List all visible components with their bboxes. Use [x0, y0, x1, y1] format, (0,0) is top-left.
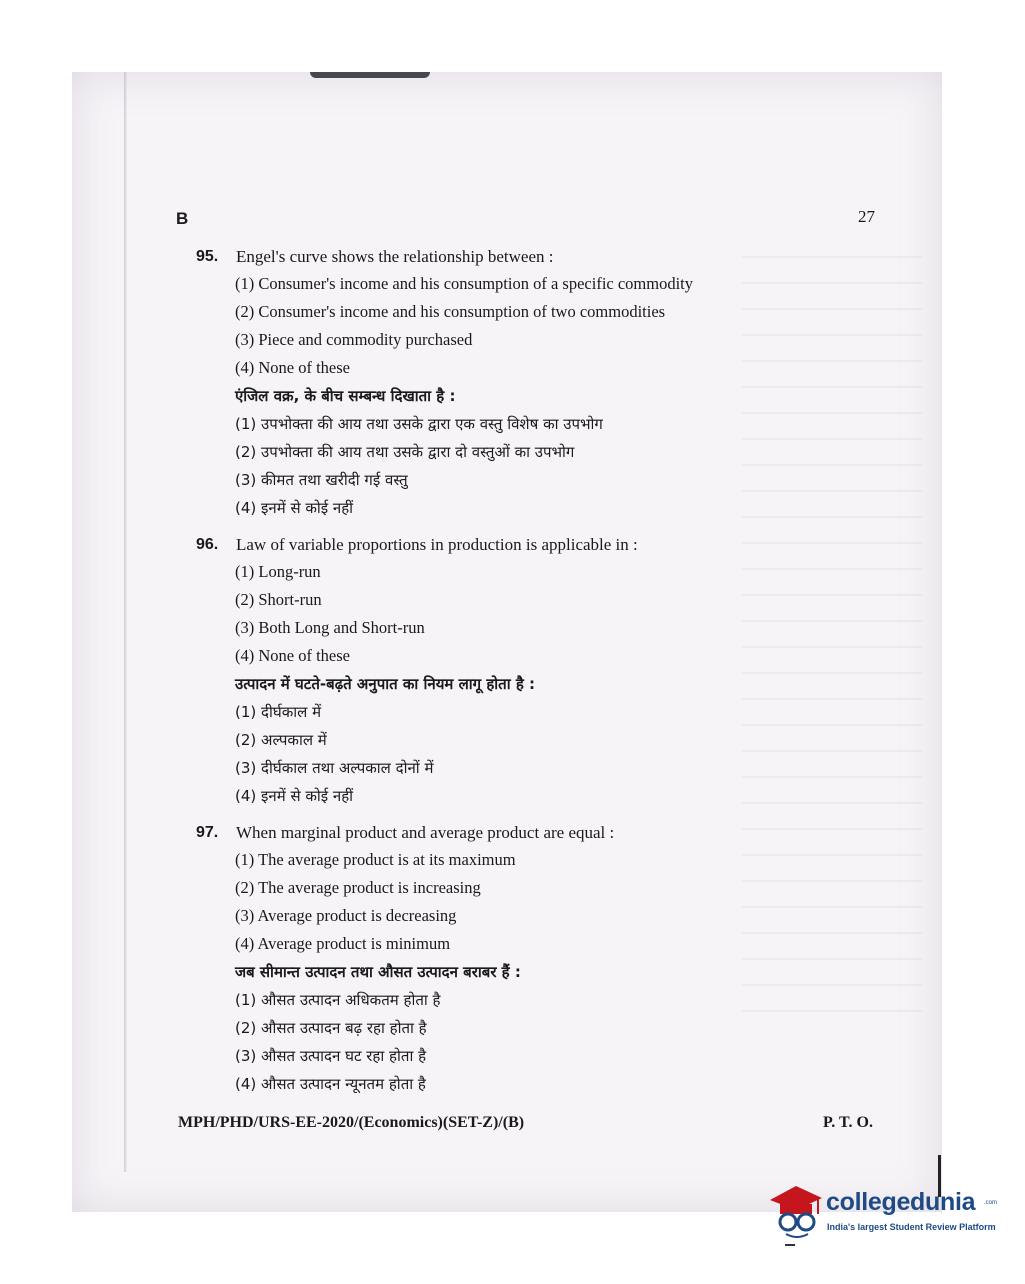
- option-en-2: (2) The average product is increasing: [235, 878, 481, 897]
- question-97: [196, 820, 796, 1098]
- question-text-hi: जब सीमान्त उत्पादन तथा औसत उत्पादन बराबर हैं :: [235, 963, 521, 981]
- question-number: 96.: [196, 536, 219, 553]
- option-hi-3: (3) कीमत तथा खरीदी गई वस्तु: [235, 471, 408, 489]
- graduate-cap-logo-icon: [766, 1178, 824, 1238]
- question-text-hi: एंजिल वक्र, के बीच सम्बन्ध दिखाता है :: [235, 387, 456, 405]
- question-header: [196, 820, 796, 846]
- question-header: [196, 244, 796, 270]
- option-en-1: (1) Consumer's income and his consumption of a specific commodity: [235, 274, 694, 293]
- option-en-2: (2) Short-run: [235, 590, 322, 609]
- option-en-3: (3) Piece and commodity purchased: [235, 330, 473, 349]
- option-hi-4: (4) इनमें से कोई नहीं: [235, 787, 354, 805]
- option-hi-3: (3) दीर्घकाल तथा अल्पकाल दोनों में: [235, 759, 434, 777]
- brand-tagline: India's largest Student Review Platform: [827, 1222, 996, 1232]
- collegedunia-watermark: [766, 1178, 996, 1248]
- page-number: 27: [858, 207, 875, 226]
- option-hi-1: (1) उपभोक्ता की आय तथा उसके द्वारा एक वस्तु विशेष का उपभोग: [235, 415, 603, 433]
- option-en-3: (3) Both Long and Short-run: [235, 618, 425, 637]
- question-text-en: Engel's curve shows the relationship between :: [236, 247, 554, 266]
- option-hi-3: (3) औसत उत्पादन घट रहा होता है: [235, 1047, 427, 1065]
- question-text-hi: उत्पादन में घटते-बढ़ते अनुपात का नियम लागू होता है :: [235, 675, 536, 693]
- option-en-4: (4) None of these: [235, 358, 351, 377]
- pto-marker: P. T. O.: [823, 1114, 873, 1131]
- option-en-4: (4) None of these: [235, 646, 351, 665]
- question-header: [196, 532, 796, 558]
- question-95: [196, 244, 796, 522]
- brand-name: collegedunia: [826, 1188, 976, 1216]
- option-en-1: (1) Long-run: [235, 562, 321, 581]
- question-number: 95.: [196, 248, 219, 265]
- question-text-en: When marginal product and average product are equal :: [236, 823, 615, 842]
- option-hi-4: (4) इनमें से कोई नहीं: [235, 499, 354, 517]
- option-en-4: (4) Average product is minimum: [235, 934, 451, 953]
- option-hi-4: (4) औसत उत्पादन न्यूनतम होता है: [235, 1075, 426, 1093]
- brand-suffix: .com: [984, 1200, 998, 1206]
- question-number: 97.: [196, 824, 219, 841]
- question-96: [196, 532, 796, 810]
- set-letter: B: [176, 209, 189, 228]
- option-hi-2: (2) औसत उत्पादन बढ़ रहा होता है: [235, 1019, 427, 1037]
- option-en-1: (1) The average product is at its maximum: [235, 850, 516, 869]
- option-hi-1: (1) दीर्घकाल में: [235, 703, 322, 721]
- option-en-2: (2) Consumer's income and his consumption of two commodities: [235, 302, 666, 321]
- exam-code: MPH/PHD/URS-EE-2020/(Economics)(SET-Z)/(B): [178, 1114, 525, 1131]
- option-hi-1: (1) औसत उत्पादन अधिकतम होता है: [235, 991, 441, 1009]
- option-hi-2: (2) उपभोक्ता की आय तथा उसके द्वारा दो वस्तुओं का उपभोग: [235, 443, 575, 461]
- question-text-en: Law of variable proportions in production is applicable in :: [236, 535, 638, 554]
- option-en-3: (3) Average product is decreasing: [235, 906, 457, 925]
- option-hi-2: (2) अल्पकाल में: [235, 731, 327, 749]
